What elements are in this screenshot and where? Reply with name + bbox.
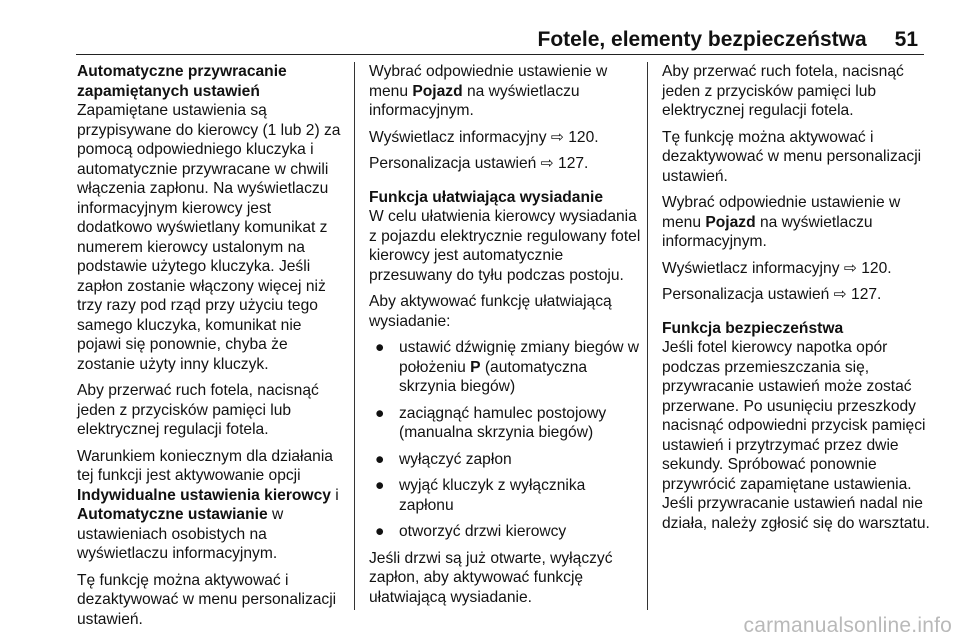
paragraph: Tę funkcję można aktywować i dezaktywować w menu personalizacji ustawień. [77, 571, 337, 628]
section-heading: Automatyczne przywracanie zapamiętanych ustawień [77, 63, 287, 100]
bullet-icon: ● [375, 523, 385, 540]
paragraph [662, 193, 932, 252]
section-heading: Funkcja bezpieczeństwa [662, 319, 844, 337]
header-title: Fotele, elementy bezpieczeństwa [537, 28, 867, 51]
text: Wybrać odpowiednie ustawienie w menu [662, 194, 901, 231]
gear-position: P [470, 358, 481, 376]
paragraph: Aby aktywować funkcję ułatwiającą wysiadanie: [369, 293, 612, 330]
bullet-icon: ● [375, 477, 385, 494]
paragraph: Jeśli drzwi są już otwarte, wyłączyć zapłon, aby aktywować funkcję ułatwiającą wysiadanie. [369, 549, 613, 606]
column-1 [77, 62, 347, 636]
list-item [369, 522, 641, 542]
list-item [369, 338, 641, 397]
header-rule [76, 54, 924, 55]
text: Wybrać odpowiednie ustawienie w menu [369, 63, 608, 100]
bullet-icon: ● [375, 404, 385, 422]
column-3 [662, 62, 932, 540]
paragraph: W celu ułatwienia kierowcy wysiadania z pojazdu elektrycznie regulowany fotel kierowcy jest automatycznie przesuwany do tyłu podczas postoju. [369, 208, 641, 284]
paragraph: Zapamiętane ustawienia są przypisywane do kierowcy (1 lub 2) za pomocą odpowiedniego kluczyka i automatycznie przywracane w chwili włączenia zapłonu. Na wyświetlaczu informacyjnym kierowcy jest dodatkowo wyświetlany komunikat z numerem kierowcy ustalonym na podstawie użytego kluczyka. Jeśli zapłon zostanie włączony więcej niż trzy razy pod rząd przy użyciu tego samego kluczyka, komunikat nie pojawi się ponownie, chyba że zostanie użyty inny kluczyk. [77, 102, 341, 373]
cross-reference: Wyświetlacz informacyjny ⇨ 120. [369, 128, 599, 146]
column-divider [647, 62, 648, 610]
text: na wyświetlaczu informacyjnym. [369, 82, 580, 119]
text: zaciągnąć hamulec postojowy (manualna skrzynia biegów) [399, 404, 607, 441]
page-number: 51 [894, 28, 918, 51]
list-item [369, 476, 641, 515]
cross-reference: Personalizacja ustawień ⇨ 127. [662, 286, 882, 303]
page-header [0, 28, 918, 52]
text: wyłączyć zapłon [399, 450, 512, 468]
cross-reference: Wyświetlacz informacyjny ⇨ 120. [662, 259, 892, 277]
text: Warunkiem koniecznym dla działania tej funkcji jest aktywowanie opcji [77, 447, 333, 484]
column-2 [369, 62, 641, 614]
list-item [369, 450, 641, 470]
cross-reference: Personalizacja ustawień ⇨ 127. [369, 155, 589, 172]
steps-list [369, 338, 641, 542]
paragraph [77, 447, 347, 564]
bullet-icon: ● [375, 450, 385, 468]
menu-name: Pojazd [705, 213, 756, 231]
section-heading: Funkcja ułatwiająca wysiadanie [369, 188, 604, 206]
paragraph: Aby przerwać ruch fotela, nacisnąć jeden z przycisków pamięci lub elektrycznej regulacji fotela. [77, 382, 319, 438]
paragraph: Jeśli fotel kierowcy napotka opór podczas przemieszczania się, przywracanie ustawień może zostać przerwane. Po usunięciu przeszkody nacisnąć odpowiedni przycisk pamięci ustawień i przytrzymać przez dwie sekundy. Spróbować ponownie przywrócić zapamiętane ustawienia. Jeśli przywracanie ustawień nadal nie działa, należy zgłosić się do warsztatu. [662, 339, 930, 532]
option-name: Automatyczne ustawianie [77, 506, 268, 523]
text: w ustawieniach osobistych na wyświetlaczu informacyjnym. [77, 506, 284, 562]
option-name: Indywidualne ustawienia kierowcy [77, 486, 331, 504]
bullet-icon: ● [375, 339, 385, 356]
menu-name: Pojazd [412, 82, 463, 100]
watermark: carmanualsonline.info [743, 614, 952, 637]
paragraph [369, 62, 641, 121]
text: ustawić dźwignię zmiany biegów w położeniu [399, 339, 640, 376]
column-divider [354, 62, 355, 610]
paragraph: Aby przerwać ruch fotela, nacisnąć jeden z przycisków pamięci lub elektrycznej regulacji fotela. [662, 63, 904, 119]
text: na wyświetlaczu informacyjnym. [662, 213, 873, 250]
text: otworzyć drzwi kierowcy [399, 523, 567, 540]
paragraph: Tę funkcję można aktywować i dezaktywować w menu personalizacji ustawień. [662, 128, 922, 185]
text: i [330, 486, 339, 504]
list-item [369, 404, 641, 443]
text: (automatyczna skrzynia biegów) [399, 358, 588, 395]
text: wyjąć kluczyk z wyłącznika zapłonu [399, 477, 586, 514]
